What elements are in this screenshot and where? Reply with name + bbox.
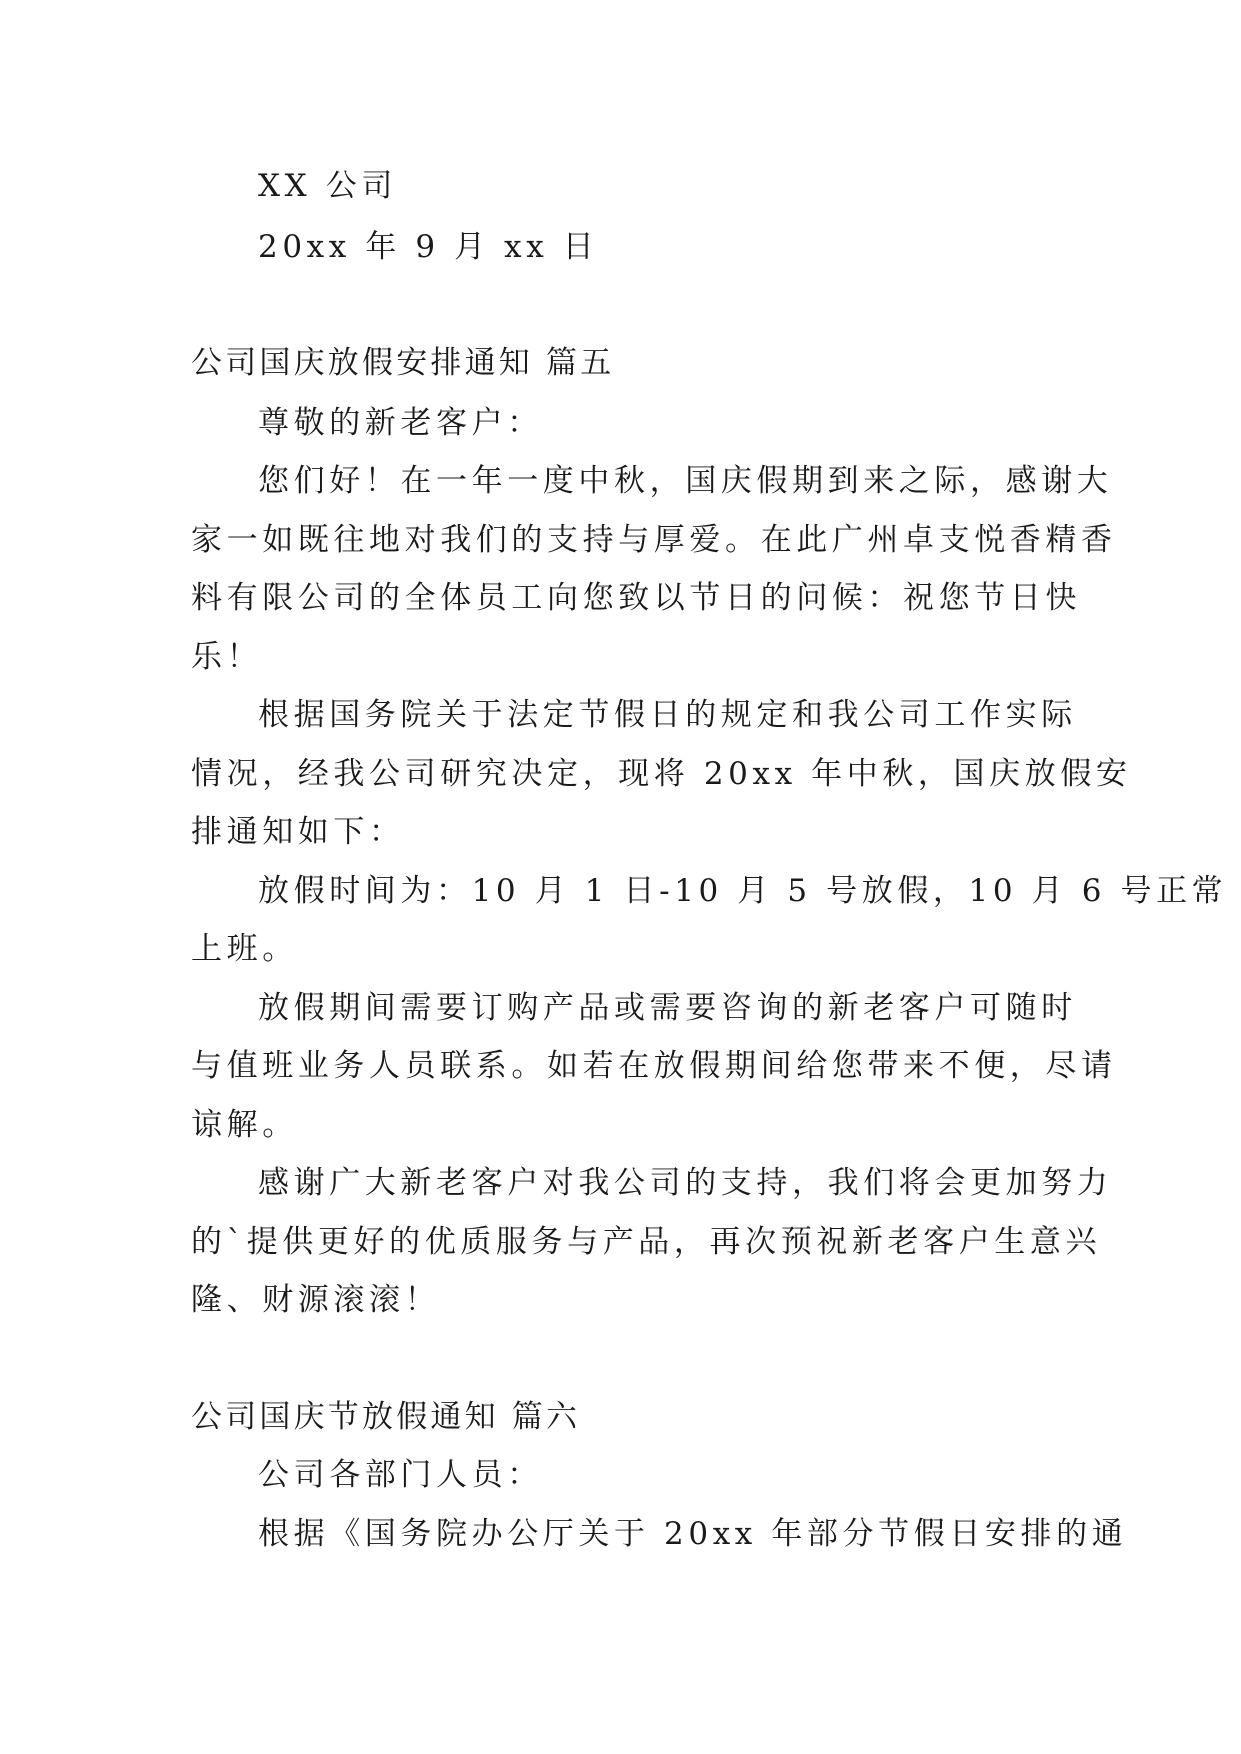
paragraph-line: 感谢广大新老客户对我公司的支持，我们将会更加努力 bbox=[258, 1165, 1113, 1201]
paragraph-line: 您们好！在一年一度中秋，国庆假期到来之际，感谢大 bbox=[258, 463, 1113, 499]
paragraph-line: 根据《国务院办公厅关于 20xx 年部分节假日安排的通 bbox=[258, 1516, 1128, 1552]
paragraph-line: 排通知如下： bbox=[191, 814, 405, 850]
section-heading: 公司国庆放假安排通知 篇五 bbox=[191, 345, 615, 381]
salutation: 公司各部门人员： bbox=[258, 1457, 543, 1493]
paragraph-line: 放假时间为：10 月 1 日-10 月 5 号放假，10 月 6 号正常 bbox=[258, 873, 1228, 909]
paragraph-line: 根据国务院关于法定节假日的规定和我公司工作实际 bbox=[258, 697, 1077, 733]
paragraph-line: 上班。 bbox=[191, 931, 298, 967]
section-heading: 公司国庆节放假通知 篇六 bbox=[191, 1399, 581, 1435]
paragraph-line: 的`提供更好的优质服务与产品，再次预祝新老客户生意兴 bbox=[191, 1224, 1102, 1260]
paragraph-line: 乐！ bbox=[191, 639, 263, 675]
paragraph-line: 隆、财源滚滚！ bbox=[191, 1282, 441, 1318]
paragraph-line: 与值班业务人员联系。如若在放假期间给您带来不便，尽请 bbox=[191, 1048, 1117, 1084]
signature-date: 20xx 年 9 月 xx 日 bbox=[258, 229, 599, 265]
paragraph-line: 料有限公司的全体员工向您致以节日的问候：祝您节日快 bbox=[191, 580, 1081, 616]
paragraph-line: 情况，经我公司研究决定，现将 20xx 年中秋，国庆放假安 bbox=[191, 756, 1132, 792]
paragraph-line: 家一如既往地对我们的支持与厚爱。在此广州卓支悦香精香 bbox=[191, 522, 1117, 558]
salutation: 尊敬的新老客户： bbox=[258, 405, 543, 441]
paragraph-line: 谅解。 bbox=[191, 1107, 298, 1143]
signature-company: XX 公司 bbox=[258, 168, 397, 204]
paragraph-line: 放假期间需要订购产品或需要咨询的新老客户可随时 bbox=[258, 990, 1077, 1026]
